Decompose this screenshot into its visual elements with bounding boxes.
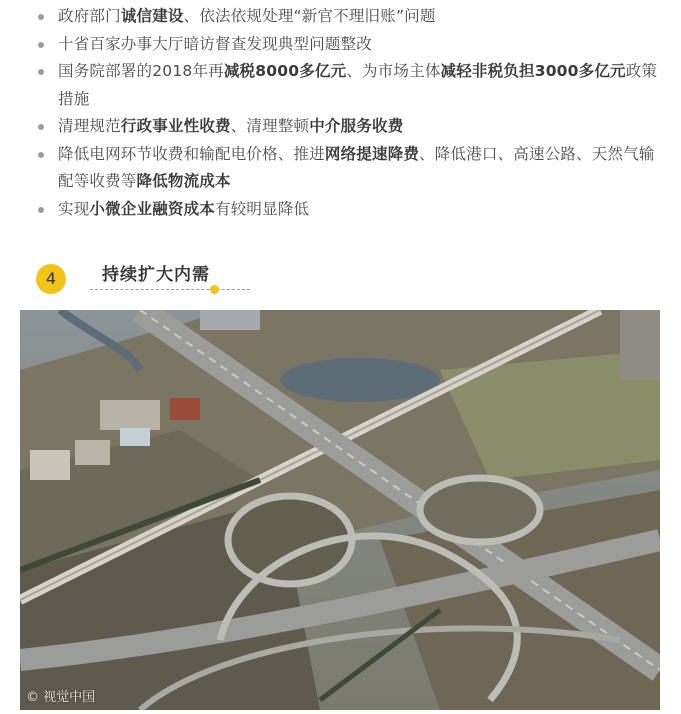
section-number-badge: 4 (36, 264, 66, 294)
bullet-text: 、清理整顿 (230, 117, 310, 135)
section-header (36, 264, 236, 296)
bullet-item (32, 58, 668, 113)
bullet-text: 政策措施 (58, 62, 658, 108)
bullet-emphasis: 小微企业融资成本 (89, 199, 216, 218)
bullet-text: 降低电网环节收费和输配电价格、推进 (58, 144, 325, 163)
bullet-dot-icon (38, 14, 44, 20)
aerial-photo-illustration (20, 310, 660, 710)
bullet-emphasis: 中介服务收费 (309, 117, 404, 135)
bullet-emphasis: 减税8000多亿元 (223, 62, 347, 80)
bullet-emphasis: 减轻非税负担3000多亿元 (440, 62, 626, 80)
highway-interchange-photo (20, 310, 660, 710)
bullet-text: 清理规范 (58, 117, 121, 135)
bullet-emphasis: 诚信建设 (120, 7, 184, 25)
bullet-dot-icon (38, 42, 44, 48)
bullet-text: 十省百家办事大厅暗访督查发现典型问题整改 (58, 34, 373, 53)
divider-dot-icon (210, 285, 219, 294)
bullet-item (32, 196, 668, 224)
bullet-item (32, 3, 668, 31)
section-title: 持续扩大内需 (102, 265, 210, 285)
bullet-emphasis: 行政事业性收费 (120, 117, 231, 135)
bullet-item (32, 113, 668, 141)
bullet-emphasis: 网络提速降费 (324, 144, 420, 163)
bullet-item (32, 31, 668, 59)
bullet-item (32, 141, 668, 196)
bullet-text: 政府部门 (58, 7, 121, 25)
policy-bullet-list (32, 3, 668, 223)
bullet-text: 有较明显降低 (215, 199, 310, 218)
bullet-text: 、依法依规处理“新官不理旧账”问题 (183, 7, 436, 25)
bullet-text: 实现 (58, 199, 90, 218)
bullet-dot-icon (38, 69, 44, 75)
bullet-text: 国务院部署的2018年再 (58, 62, 224, 80)
bullet-emphasis: 降低物流成本 (136, 172, 231, 190)
section-divider (90, 289, 250, 290)
bullet-text: 、为市场主体 (346, 62, 441, 80)
bullet-text: 、降低港口、高速公路、天然气输配等收费等 (58, 144, 655, 190)
bullet-dot-icon (38, 124, 44, 130)
bullet-dot-icon (38, 152, 44, 158)
photo-watermark: © 视觉中国 (26, 690, 96, 705)
bullet-dot-icon (38, 207, 44, 213)
